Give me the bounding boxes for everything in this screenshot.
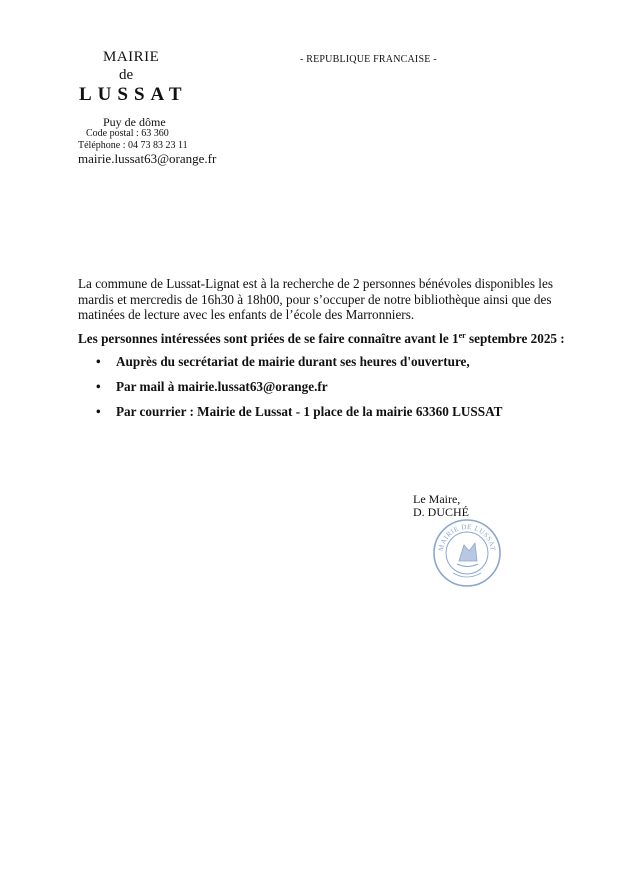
signature-name: D. DUCHÉ bbox=[413, 505, 469, 519]
stamp-graphic bbox=[431, 517, 503, 589]
mairie-de-label: de bbox=[119, 67, 134, 83]
stamp-text: MAIRIE DE LUSSAT bbox=[436, 522, 497, 552]
lead-superscript: er bbox=[458, 331, 466, 340]
department: Puy de dôme bbox=[103, 115, 166, 129]
list-item: • Auprès du secrétariat de mairie durant ses heures d'ouverture, bbox=[96, 354, 502, 379]
list-item: • Par courrier : Mairie de Lussat - 1 place de la mairie 63360 LUSSAT bbox=[96, 404, 502, 429]
town-name: LUSSAT bbox=[79, 84, 188, 105]
header-email: mairie.lussat63@orange.fr bbox=[78, 151, 217, 166]
lead-text-end: septembre 2025 : bbox=[465, 331, 565, 346]
official-stamp-icon bbox=[431, 517, 503, 589]
list-item: • Par mail à mairie.lussat63@orange.fr bbox=[96, 379, 502, 404]
contact-list bbox=[96, 354, 502, 429]
phone-number: Téléphone : 04 73 83 23 11 bbox=[78, 140, 188, 151]
lead-paragraph bbox=[78, 331, 578, 347]
republic-heading: - REPUBLIQUE FRANCAISE - bbox=[300, 54, 437, 65]
intro-paragraph: La commune de Lussat-Lignat est à la recherche de 2 personnes bénévoles disponibles les mardis et mercredis de 16h30 à 18h00, pour s’occuper de notre bibliothèque ainsi que des matinées de lecture avec les enfants de l’école des Marronniers. bbox=[78, 276, 553, 322]
signature-title: Le Maire, bbox=[413, 492, 461, 506]
postal-code: Code postal : 63 360 bbox=[86, 128, 169, 139]
mairie-label: MAIRIE bbox=[103, 49, 160, 65]
lead-text: Les personnes intéressées sont priées de se faire connaître avant le 1 bbox=[78, 331, 459, 346]
